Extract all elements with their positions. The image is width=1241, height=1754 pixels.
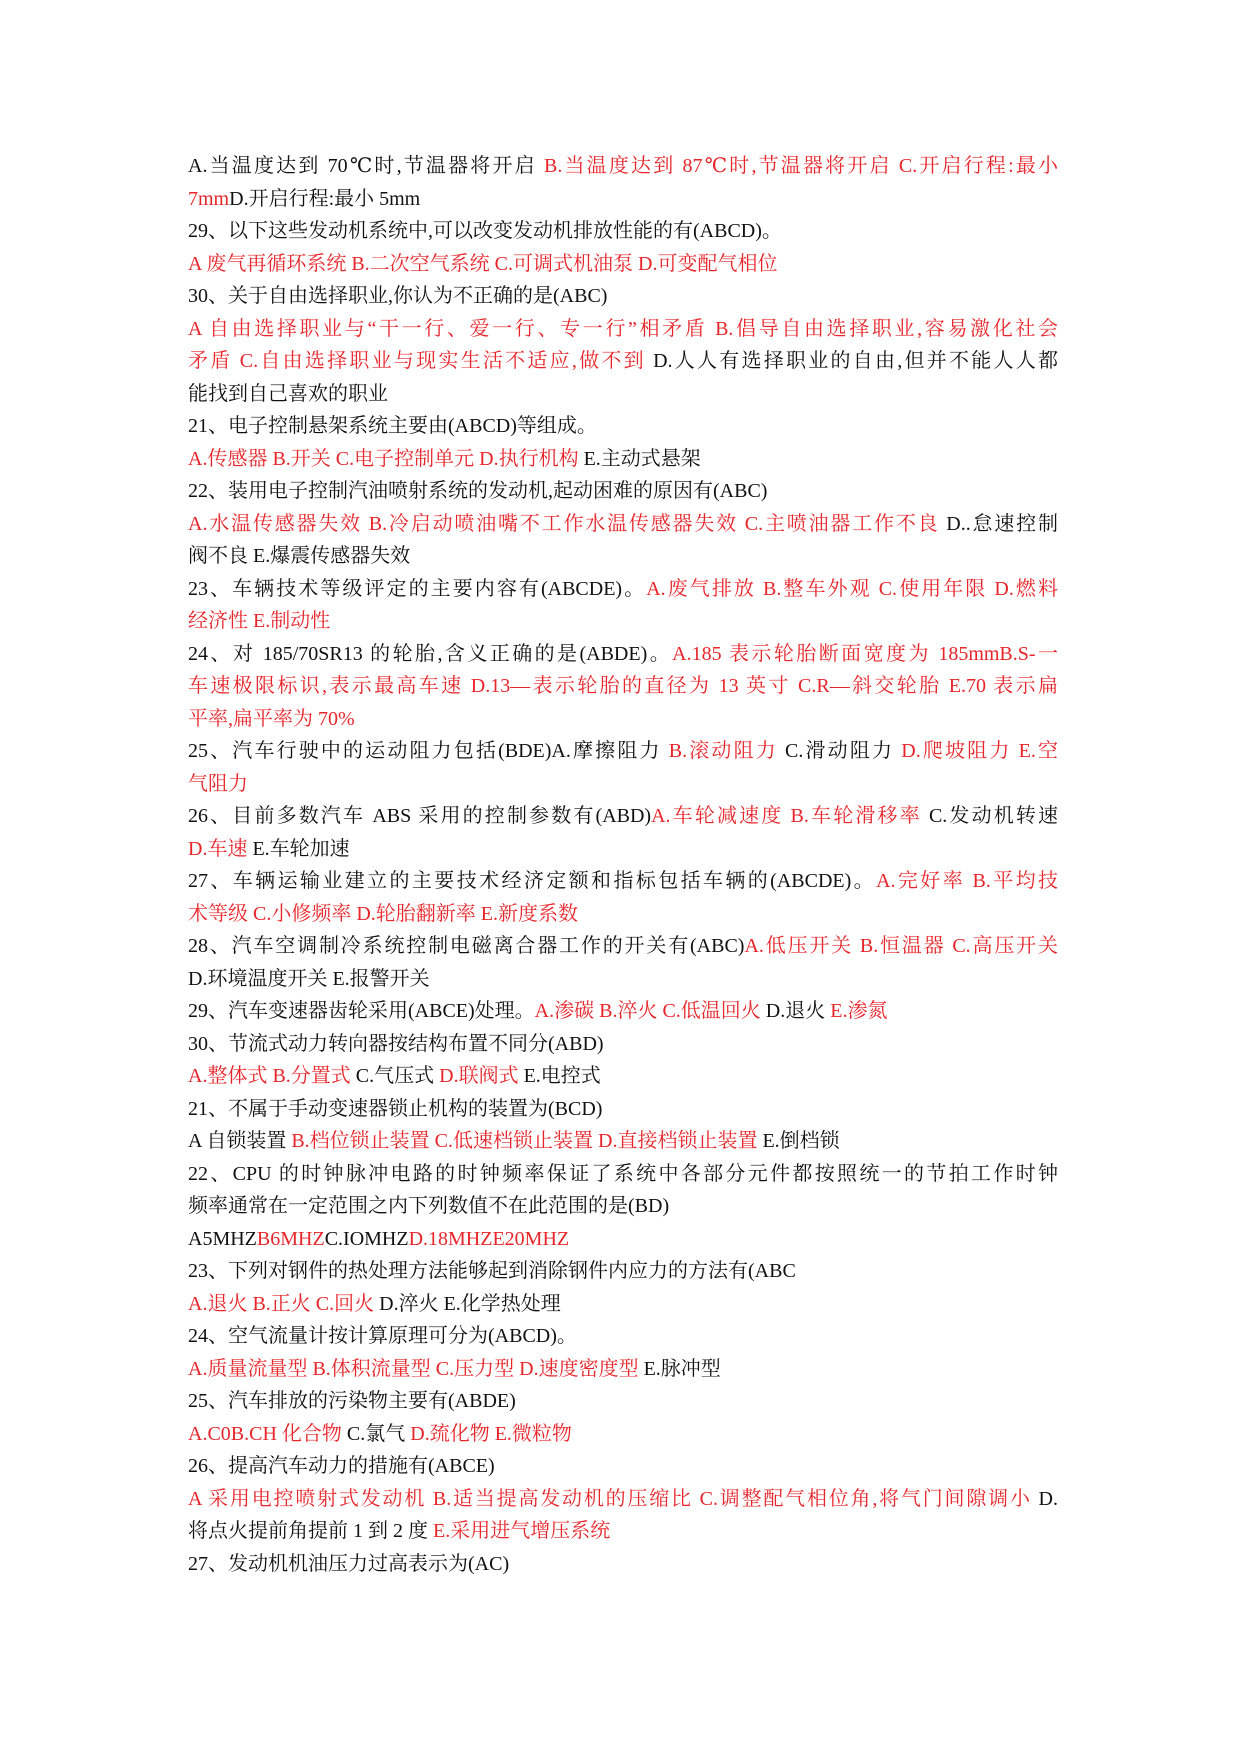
answer-text: B.档位锁止装置 C.低速档锁止装置 D.直接档锁止装置 [291, 1130, 763, 1152]
answer-text: 7mm [188, 187, 230, 210]
text-line [188, 313, 1058, 346]
answer-text: A 采用电控喷射式发动机 B.适当提高发动机的压缩比 C.调整配气相位角,将气门间隙调小 [188, 1487, 1039, 1510]
question-text: A 自锁装置 [188, 1130, 292, 1152]
question-text: D.退火 [765, 1000, 831, 1022]
question-text: C.气压式 [355, 1065, 440, 1087]
answer-text: 矛盾 C.自由选择职业与现实生活不适应,做不到 [188, 350, 654, 372]
question-text: D.环境温度开关 E.报警开关 [188, 967, 430, 990]
text-line [188, 605, 1058, 638]
text-line [188, 865, 1058, 898]
question-text: 23、下列对钢件的热处理方法能够起到消除钢件内应力的方法有(ABC [188, 1260, 796, 1282]
question-text: C.发动机转速 [928, 805, 1058, 827]
text-line [188, 1288, 1058, 1321]
answer-text: A.整体式 B.分置式 [188, 1065, 356, 1087]
answer-text: B.当温度达到 87℃时,节温器将开启 C.开启行程:最小 [543, 155, 1058, 177]
text-line [188, 1450, 1058, 1483]
question-text: C.IOMHZ [324, 1227, 409, 1250]
text-line [188, 1190, 1058, 1223]
text-line [188, 963, 1058, 996]
answer-text: A.C0B.CH 化合物 [188, 1422, 347, 1445]
text-line [188, 345, 1058, 378]
answer-text: A.传感器 B.开关 C.电子控制单元 D.执行机构 [188, 447, 584, 470]
answer-text: D.联阀式 [439, 1065, 524, 1087]
question-text: 26、提高汽车动力的措施有(ABCE) [188, 1455, 495, 1477]
question-text: 频率通常在一定范围之内下列数值不在此范围的是(BD) [188, 1195, 670, 1217]
answer-text: B6MHZ [256, 1227, 325, 1250]
question-text: 24、对 185/70SR13 的轮胎,含义正确的是(ABDE)。 [188, 642, 673, 665]
text-line [188, 1515, 1058, 1548]
question-text: C.滑动阻力 [785, 740, 902, 762]
question-text: 27、发动机机油压力过高表示为(AC) [188, 1552, 510, 1575]
text-line [188, 1158, 1058, 1191]
question-text: 23、车辆技术等级评定的主要内容有(ABCDE)。 [188, 577, 647, 600]
question-text: 29、汽车变速器齿轮采用(ABCE)处理。 [188, 1000, 535, 1022]
text-line [188, 670, 1058, 703]
text-line [188, 930, 1058, 963]
question-text: 28、汽车空调制冷系统控制电磁离合器工作的开关有(ABC) [188, 935, 745, 957]
question-text: 26、目前多数汽车 ABS 采用的控制参数有(ABD) [188, 805, 652, 827]
text-line [188, 833, 1058, 866]
answer-text: A 自由选择职业与“干一行、爱一行、专一行”相矛盾 B.倡导自由选择职业,容易激化社会 [188, 317, 1058, 340]
question-text: 将点火提前角提前 1 到 2 度 [188, 1520, 433, 1542]
text-line [188, 215, 1058, 248]
question-text: 25、汽车排放的污染物主要有(ABDE) [188, 1390, 516, 1412]
answer-text: A.退火 B.正火 C.回火 [188, 1292, 380, 1315]
question-text: A5MHZ [188, 1227, 257, 1250]
text-line [188, 995, 1058, 1028]
text-line [188, 1418, 1058, 1451]
question-text: A.当温度达到 70℃时,节温器将开启 [188, 155, 544, 177]
text-line [188, 508, 1058, 541]
text-line [188, 800, 1058, 833]
answer-text: A.185 表示轮胎断面宽度为 185mmB.S-一 [672, 642, 1058, 665]
question-text: E.电控式 [523, 1065, 601, 1087]
question-text: E.倒档锁 [762, 1130, 840, 1152]
question-text: 能找到自己喜欢的职业 [188, 382, 388, 405]
text-line [188, 1548, 1058, 1581]
question-text: D.开启行程:最小 5mm [229, 187, 421, 210]
text-line [188, 280, 1058, 313]
answer-text: A.车轮减速度 B.车轮滑移率 [651, 805, 929, 827]
text-line [188, 183, 1058, 216]
question-text: 21、电子控制悬架系统主要由(ABCD)等组成。 [188, 415, 597, 437]
text-line [188, 768, 1058, 801]
answer-text: A 废气再循环系统 B.二次空气系统 C.可调式机油泵 D.可变配气相位 [188, 252, 778, 275]
question-text: D.淬火 E.化学热处理 [379, 1292, 561, 1315]
question-text: 27、车辆运输业建立的主要技术经济定额和指标包括车辆的(ABCDE)。 [188, 870, 877, 892]
question-text: C.氯气 [346, 1422, 411, 1445]
question-text: D. [1038, 1487, 1058, 1510]
answer-text: D.18MHZE20MHZ [408, 1227, 570, 1250]
question-text: 29、以下这些发动机系统中,可以改变发动机排放性能的有(ABCD)。 [188, 220, 782, 242]
text-line [188, 1320, 1058, 1353]
question-text: D.人人有选择职业的自由,但并不能人人都 [653, 350, 1058, 372]
answer-text: 气阻力 [188, 772, 248, 795]
question-text: E.车轮加速 [252, 837, 350, 860]
answer-text: D.爬坡阻力 E.空 [901, 740, 1058, 762]
answer-text: A.废气排放 B.整车外观 C.使用年限 D.燃料 [646, 577, 1058, 600]
text-line [188, 1255, 1058, 1288]
answer-text: 术等级 C.小修频率 D.轮胎翻新率 E.新度系数 [188, 902, 578, 925]
text-line [188, 1385, 1058, 1418]
text-line [188, 735, 1058, 768]
text-line [188, 898, 1058, 931]
text-line [188, 540, 1058, 573]
document-page [188, 150, 1058, 1580]
text-line [188, 573, 1058, 606]
text-line [188, 1353, 1058, 1386]
answer-text: D.车速 [188, 837, 253, 860]
question-text: 30、节流式动力转向器按结构布置不同分(ABD) [188, 1032, 604, 1055]
text-line [188, 638, 1058, 671]
answer-text: 车速极限标识,表示最高车速 D.13—表示轮胎的直径为 13 英寸 C.R—斜交轮胎 E.70 表示扁 [188, 675, 1058, 697]
question-text: 25、汽车行驶中的运动阻力包括(BDE)A.摩擦阻力 [188, 740, 669, 762]
text-line [188, 703, 1058, 736]
answer-text: A.完好率 B.平均技 [876, 870, 1058, 892]
answer-text: D.巯化物 E.微粒物 [410, 1422, 572, 1445]
text-line [188, 1223, 1058, 1256]
text-line [188, 248, 1058, 281]
question-text: 21、不属于手动变速器锁止机构的装置为(BCD) [188, 1097, 603, 1120]
answer-text: A.质量流量型 B.体积流量型 C.压力型 D.速度密度型 [188, 1357, 644, 1380]
answer-text: 平率,扁平率为 70% [188, 707, 355, 730]
text-line [188, 475, 1058, 508]
question-text: E.主动式悬架 [583, 447, 701, 470]
answer-text: 经济性 E.制动性 [188, 610, 331, 632]
answer-text: A.低压开关 B.恒温器 C.高压开关 [744, 935, 1058, 957]
text-line [188, 1093, 1058, 1126]
answer-text: B.滚动阻力 [668, 740, 786, 762]
question-text: D..怠速控制 [946, 512, 1058, 535]
text-line [188, 1060, 1058, 1093]
text-line [188, 443, 1058, 476]
text-line [188, 378, 1058, 411]
text-line [188, 410, 1058, 443]
text-line [188, 1125, 1058, 1158]
answer-text: E.采用进气增压系统 [433, 1520, 611, 1542]
question-text: 30、关于自由选择职业,你认为不正确的是(ABC) [188, 285, 608, 307]
text-line [188, 1483, 1058, 1516]
answer-text: E.渗氮 [830, 1000, 888, 1022]
question-text: E.脉冲型 [643, 1357, 721, 1380]
answer-text: A.水温传感器失效 B.冷启动喷油嘴不工作水温传感器失效 C.主喷油器工作不良 [188, 512, 947, 535]
answer-text: A.渗碳 B.淬火 C.低温回火 [534, 1000, 766, 1022]
question-text: 阀不良 E.爆震传感器失效 [188, 545, 411, 567]
question-text: 24、空气流量计按计算原理可分为(ABCD)。 [188, 1325, 577, 1347]
question-text: 22、CPU 的时钟脉冲电路的时钟频率保证了系统中各部分元件都按照统一的节拍工作时钟 [188, 1162, 1058, 1185]
question-text: 22、装用电子控制汽油喷射系统的发动机,起动困难的原因有(ABC) [188, 480, 768, 502]
text-line [188, 1028, 1058, 1061]
text-line [188, 150, 1058, 183]
